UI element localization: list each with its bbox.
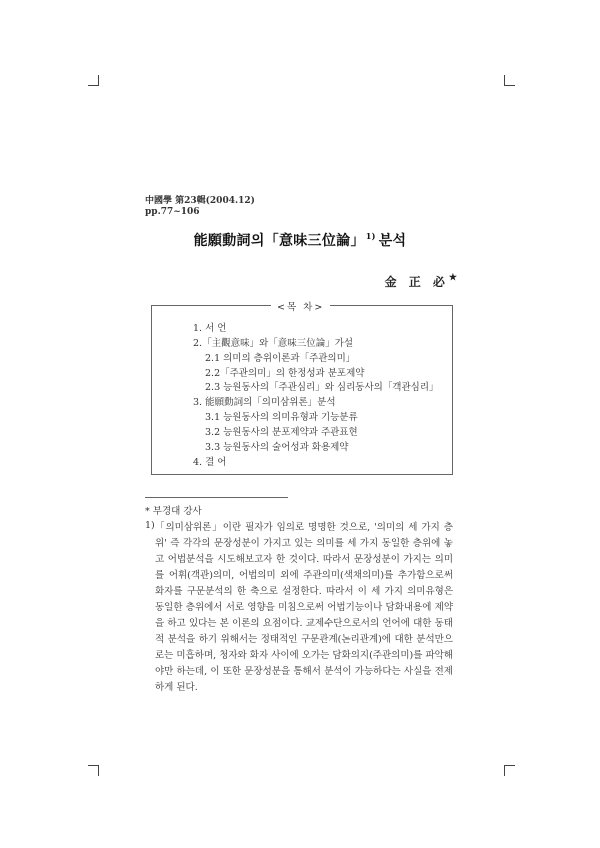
journal-name: 中國學 第23輯(2004.12) [145,196,255,206]
crop-mark-bottom-right [504,765,515,776]
footnote-1-mark: 1) [145,520,155,531]
toc-item[interactable]: 3.2 능원동사의 분포제약과 주관표현 [205,427,358,438]
author-name: 金 正 必 [384,275,449,289]
toc-item[interactable]: 4. 결 어 [193,457,227,468]
toc-item[interactable]: 2.1 의미의 층위이론과「주관의미」 [205,353,356,364]
crop-mark-top-right [504,75,515,86]
author [385,273,457,290]
toc-item[interactable]: 2.2「주관의미」의 한정성과 분포제약 [205,368,365,379]
crop-mark-bottom-left [88,765,99,776]
toc-item[interactable]: 2.3 능원동사의「주관심리」와 심리동사의「객관심리」 [205,382,439,393]
toc-item[interactable]: 3. 能願動詞의「의미삼위론」분석 [193,397,336,408]
paper-title-suffix: 분석 [378,233,407,249]
crop-mark-top-left [88,75,99,86]
toc-item[interactable]: 3.3 능원동사의 술어성과 화용제약 [205,442,349,453]
paper-title [145,230,455,250]
toc-item[interactable]: 1. 서 언 [193,323,227,334]
footnote-divider [145,497,288,498]
page-range: pp.77~106 [145,207,200,217]
author-affiliation-note: * 부경대 강사 [145,506,202,517]
author-footnote-mark[interactable]: ★ [448,273,457,283]
toc-item[interactable]: 2.「主觀意味」와「意味三位論」가설 [193,338,354,349]
toc-label: <목 차> [271,299,330,313]
paper-title-main: 能願動詞의「意味三位論」 [193,233,365,249]
footnote-1-text: 「의미삼위론」이란 필자가 임의로 명명한 것으로, '의미의 세 가지 층위' 즉 각각의 문장성분이 가지고 있는 의미를 세 가지 동일한 층위에 놓고 어법분석을 시도해보고자 한 것이다. 따라서 문장성분이 가지는 의미를 어휘(객관)의미, 어법의미 외에 주관의미(색채의미)를 추가함으로써 화자를 구문분석의 한 축으로 설정한다. 따라서 이 세 가지 의미유형은 동일한 층위에서 서로 영향을 미침으로써 어법기능이나 담화내용에 제약을 하고 있다는 본 이론의 요점이다. 교제수단으로서의 언어에 대한 동태적 분석을 하기 위해서는 정태적인 구문관계(논리관계)에 대한 분석만으로는 미흡하며, 청자와 화자 사이에 오가는 담화의지(주관의미)를 파악해야만 하는데, 이 또한 문장성분을 통해서 분석이 가능하다는 사실을 전제하게 된다. [155,522,453,693]
toc-item[interactable]: 3.1 능원동사의 의미유형과 기능분류 [205,412,358,423]
journal-header [145,196,255,218]
title-footnote-mark[interactable]: 1) [365,231,376,242]
